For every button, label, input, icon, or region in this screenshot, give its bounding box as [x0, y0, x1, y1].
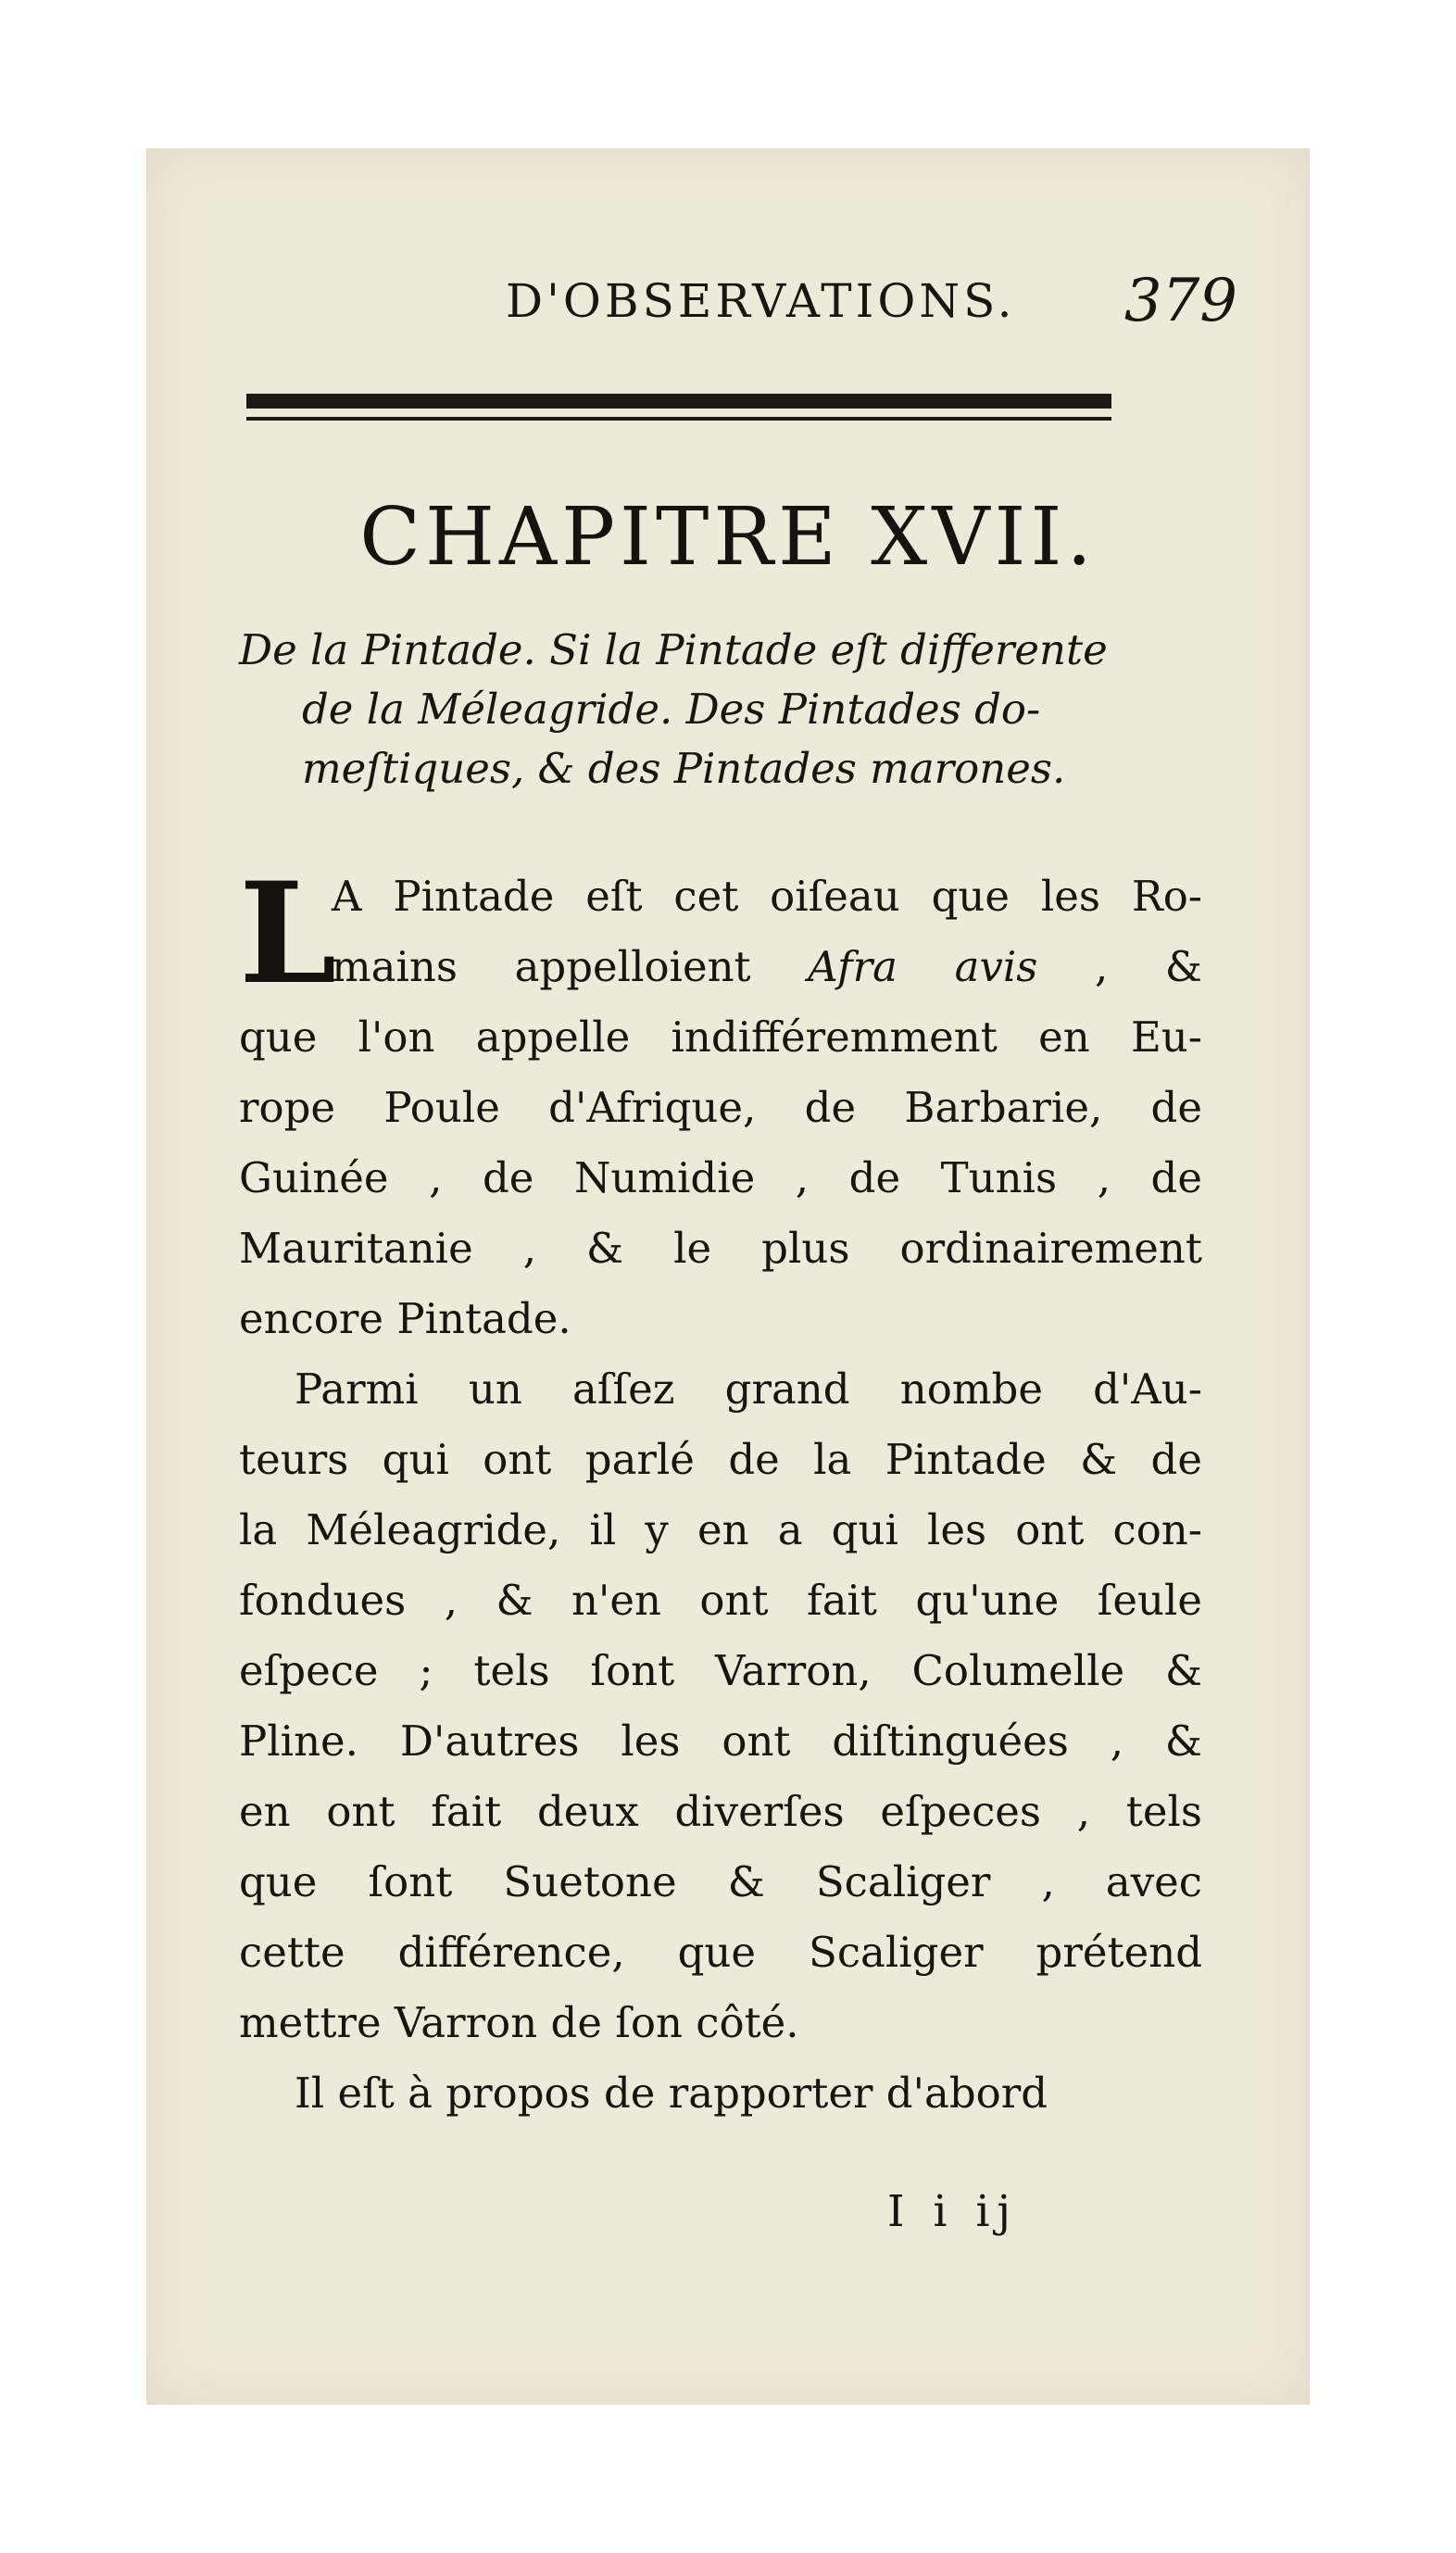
text-line: fondues , & n'en ont fait qu'une ſeule — [239, 1576, 1202, 1625]
text-line: cette différence, que Scaliger prétend — [239, 1928, 1202, 1977]
running-head: D'OBSERVATIONS. — [506, 274, 1016, 328]
text-line: Guinée , de Numidie , de Tunis , de — [239, 1153, 1202, 1202]
latin-term: Afra avis — [808, 942, 1038, 991]
subtitle-line: de la Méleagride. Des Pintades do- — [302, 685, 1041, 734]
text-line: la Méleagride, il y en a qui les ont con- — [239, 1505, 1202, 1554]
text-line: A Pintade eſt cet oiſeau que les Ro- — [332, 872, 1202, 921]
header-rule-thick — [246, 394, 1111, 409]
text-line — [239, 932, 1202, 1002]
text-line: mettre Varron de ſon côté. — [239, 1998, 799, 2047]
text-line: en ont fait deux diverſes eſpeces , tels — [239, 1787, 1202, 1836]
signature-mark: I i ij — [887, 2186, 1019, 2237]
page-number: 379 — [1123, 267, 1237, 335]
text-line: Mauritanie , & le plus ordinairement — [239, 1224, 1202, 1273]
text-line: encore Pintade. — [239, 1294, 571, 1343]
text-line: eſpece ; tels ſont Varron, Columelle & — [239, 1646, 1202, 1695]
header-rule-thin — [246, 417, 1111, 421]
subtitle-line: meſtiques, & des Pintades marones. — [302, 744, 1066, 793]
text-line: rope Poule d'Afrique, de Barbarie, de — [239, 1083, 1202, 1132]
page-header — [359, 267, 1258, 359]
book-page — [146, 148, 1310, 2405]
text-segment: , & — [1037, 942, 1202, 991]
text-segment: mains appelloient — [332, 942, 809, 991]
body-text — [239, 852, 1202, 2129]
chapter-title: CHAPITRE XVII. — [359, 491, 1097, 584]
chapter-subtitle — [239, 621, 1202, 799]
text-line: que l'on appelle indifféremment en Eu- — [239, 1012, 1202, 1062]
text-line: que ſont Suetone & Scaliger , avec — [239, 1857, 1202, 1906]
text-line: Il eſt à propos de rapporter d'abord — [295, 2069, 1048, 2118]
text-line: Pline. D'autres les ont diſtinguées , & — [239, 1717, 1202, 1766]
text-line: Parmi un aſſez grand nombe d'Au- — [295, 1365, 1202, 1414]
text-line: teurs qui ont parlé de la Pintade & de — [239, 1435, 1202, 1484]
subtitle-line: De la Pintade. Si la Pintade eſt differente — [239, 625, 1108, 674]
drop-cap: L — [239, 852, 337, 1015]
